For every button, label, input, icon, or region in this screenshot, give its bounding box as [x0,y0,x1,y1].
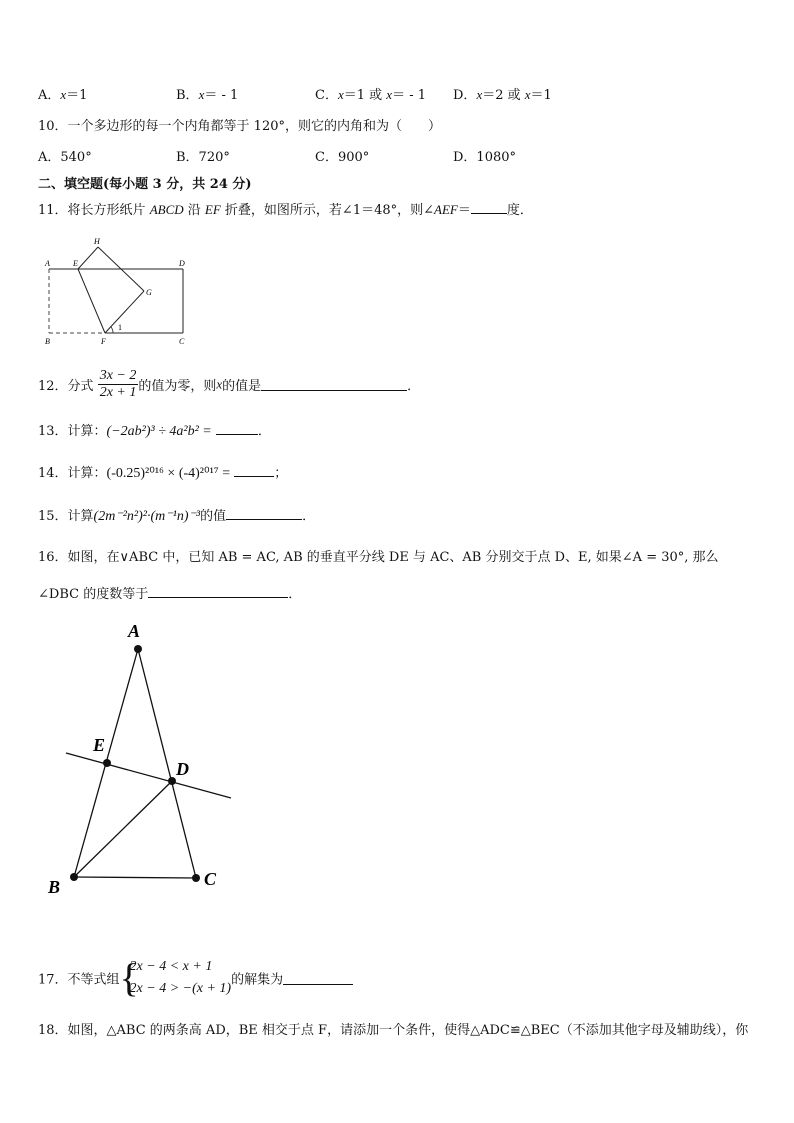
q17-inequality-system [120,956,232,1000]
q9-option-c: C．x＝1 或 x＝ - 1 [315,87,426,103]
angle-1-arc [111,327,113,333]
q15-expression: (2m⁻²n²)²·(m⁻¹n)⁻³ [93,509,201,524]
q13-stem: 13．计算：(−2ab²)³ ÷ 4a²b² = ． [38,424,271,439]
q11-stem: 11．将长方形纸片 ABCD 沿 EF 折叠，如图所示，若∠1＝48°，则∠AEF＝ 度． [38,202,533,218]
q9-option-d: D．x＝2 或 x＝1 [453,87,552,103]
q13-expression: (−2ab²)³ ÷ 4a²b² = [106,424,212,439]
q11-answer-blank[interactable] [471,201,507,214]
q14-stem: 14．计算：(-0.25)²⁰¹⁶ × (-4)²⁰¹⁷ = ； [38,466,288,481]
q15-answer-blank[interactable] [226,507,302,520]
q14-answer-blank[interactable] [234,464,274,477]
q10-stem: 10．一个多边形的每一个内角都等于 120°，则它的内角和为（ ） [38,119,441,134]
q16-figure [40,615,240,905]
section-title: 二、填空题(每小题 3 分，共 24 分) [38,177,252,192]
q12-numerator: 3x − 2 [99,368,137,383]
point-b [70,873,78,881]
fig11-label-h: H [94,237,100,246]
fig11-label-c: C [179,337,185,346]
point-a [134,645,142,653]
point-e [103,759,111,767]
fig11-label-g: G [146,288,152,297]
q10-option-b: B．720° [176,150,230,165]
perpendicular-bisector-de [66,753,231,798]
fold-edge-eh [78,247,98,269]
q10-option-a: A．540° [38,150,92,165]
fig11-label-a: A [45,259,50,268]
side-bc [74,877,196,878]
fig16-label-a: A [128,621,141,641]
fig11-label-d: D [179,259,185,268]
fold-edge-gf [105,291,144,333]
q11-figure [40,234,190,346]
q17-inequality-1: 2x − 4 < x + 1 [129,959,213,974]
q9-option-b: B．x＝ - 1 [176,87,239,103]
q14-expression: (-0.25)²⁰¹⁶ × (-4)²⁰¹⁷ = [106,466,231,481]
q9-option-a: A．x＝1 [38,87,88,103]
q12-stem: 12．分式 $\frac{3x - 2}{2x + 1}$ 的值为零，则x的值是 ． [38,368,421,400]
q13-answer-blank[interactable] [216,422,258,435]
point-c [192,874,200,882]
q17-answer-blank[interactable] [283,972,353,985]
q12-answer-blank[interactable] [261,378,407,391]
fold-line-ef [78,269,105,333]
q17-inequality-2: 2x − 4 > −(x + 1) [129,981,232,996]
q18-stem: 18．如图，△ABC 的两条高 AD，BE 相交于点 F，请添加一个条件，使得△ADC≌△BEC（不添加其他字母及辅助线），你 [38,1023,749,1038]
fig11-label-angle-1: 1 [118,323,122,332]
fig16-label-b: B [48,877,61,897]
segment-bd [74,781,172,877]
q16-answer-blank[interactable] [148,585,288,598]
q12-fraction [98,368,139,401]
q17-stem: 17．不等式组 { 2x − 4 < x + 1 2x − 4 > −(x + 1) 的解集为 [38,956,353,1000]
fig11-label-e: E [73,259,78,268]
fig11-label-f: F [101,337,106,346]
q10-option-d: D．1080° [453,150,517,165]
q16-stem-line2: ∠DBC 的度数等于 ． [38,587,302,602]
point-d [168,777,176,785]
fig16-label-e: E [93,735,106,755]
q12-denominator: 2x + 1 [99,385,137,400]
brace-icon: { [119,955,139,1000]
fig11-label-b: B [45,337,50,346]
q15-stem: 15．计算(2m⁻²n²)²·(m⁻¹n)⁻³的值 ． [38,509,316,524]
fig16-label-d: D [176,759,189,779]
fig16-label-c: C [204,869,217,889]
q16-stem-line1: 16．如图，在∨ABC 中，已知 AB = AC, AB 的垂直平分线 DE 与 AC、AB 分别交于点 D、E, 如果∠A = 30°, 那么 [38,550,719,565]
q10-option-c: C．900° [315,150,370,165]
